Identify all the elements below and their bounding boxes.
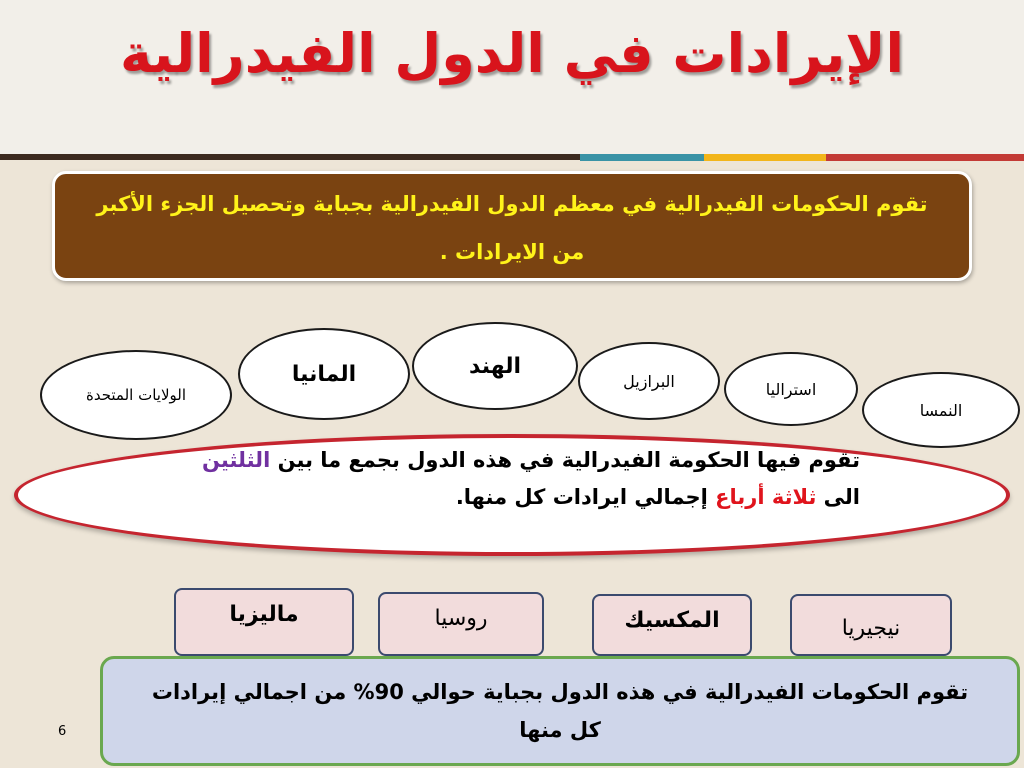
- country-malaysia-label: ماليزيا: [229, 602, 299, 627]
- statement-to: الى: [823, 485, 860, 509]
- country-india-label: الهند: [469, 353, 522, 379]
- divider-accent-yellow: [704, 154, 826, 161]
- country-russia-label: روسيا: [434, 606, 488, 631]
- country-austria-label: النمسا: [919, 400, 963, 420]
- country-austria: [862, 372, 1020, 448]
- country-india: [412, 322, 578, 410]
- country-australia-label: استراليا: [765, 379, 817, 399]
- statement-part2: إجمالي ايرادات كل منها.: [455, 485, 708, 509]
- statement-part1: تقوم فيها الحكومة الفيدرالية في هذه الدول بجمع ما بين: [277, 448, 860, 472]
- country-mexico: [592, 594, 752, 656]
- slide-title: الإيرادات في الدول الفيدرالية: [120, 22, 904, 85]
- divider-accent-red: [826, 154, 1024, 161]
- statement-three-quarters: ثلاثة أرباع: [715, 485, 817, 509]
- divider-accent-teal: [580, 154, 704, 161]
- country-germany-label: المانيا: [291, 361, 357, 387]
- country-nigeria: [790, 594, 952, 656]
- group-one-statement: [160, 442, 860, 516]
- country-australia: [724, 352, 858, 426]
- country-malaysia: [174, 588, 354, 656]
- country-mexico-label: المكسيك: [624, 608, 720, 633]
- intro-box: تقوم الحكومات الفيدرالية في معظم الدول الفيدرالية بجباية وتحصيل الجزء الأكبر من الايرادات .: [52, 171, 972, 281]
- slide-number: 6: [58, 724, 67, 739]
- country-brazil-label: البرازيل: [623, 371, 675, 391]
- country-nigeria-label: نيجيريا: [841, 616, 901, 641]
- country-usa-label: الولايات المتحدة: [85, 386, 187, 404]
- country-usa: [40, 350, 232, 440]
- group-two-statement-box: تقوم الحكومات الفيدرالية في هذه الدول بجباية حوالي 90% من اجمالي إيرادات كل منها: [100, 656, 1020, 766]
- statement-two-thirds: الثلثين: [202, 448, 271, 472]
- country-russia: [378, 592, 544, 656]
- country-germany: [238, 328, 410, 420]
- country-brazil: [578, 342, 720, 420]
